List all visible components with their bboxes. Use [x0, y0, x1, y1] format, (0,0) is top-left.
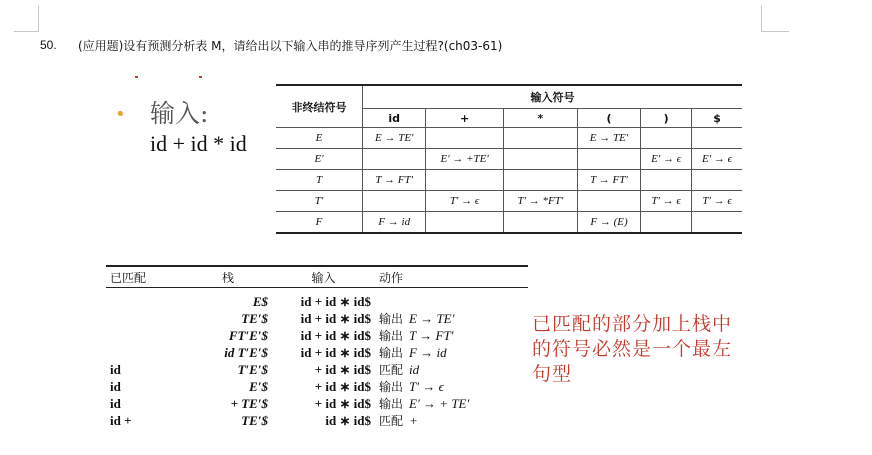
column-header: $ [692, 109, 742, 128]
input-symbols-header: 输入符号 [363, 85, 742, 109]
table-cell [503, 149, 577, 170]
table-cell: E′ → ϵ [692, 149, 742, 170]
table-cell [363, 191, 426, 212]
input-cell: id ∗ id$ [325, 412, 371, 428]
action-label: 输出 [379, 312, 404, 326]
red-dot-mark [199, 76, 202, 78]
matched-cell [106, 344, 184, 361]
action-label: 输出 [379, 329, 404, 343]
input-cell: id + id ∗ id$ [300, 310, 371, 326]
column-header: id [363, 109, 426, 128]
input-label: 输入: [150, 99, 209, 128]
action-cell [375, 378, 528, 395]
table-cell [426, 212, 504, 234]
table-cell: T → FT′ [577, 170, 640, 191]
matched-cell: id [110, 378, 121, 394]
table-cell [503, 128, 577, 149]
stack-cell: TE′$ [241, 412, 268, 428]
column-header: * [503, 109, 577, 128]
action-production: F → id [409, 345, 447, 360]
matched-cell: id [110, 395, 121, 411]
action-cell [375, 310, 528, 327]
input-expression: id + id * id [150, 131, 247, 156]
matched-cell: id + [110, 412, 132, 428]
table-row [106, 378, 528, 395]
annotation-note: 已匹配的部分加上栈中的符号必然是一个最左句型 [532, 313, 733, 385]
input-cell: + id ∗ id$ [314, 378, 371, 394]
table-cell: T′ → ϵ [641, 191, 692, 212]
table-row [276, 128, 742, 149]
action-cell [375, 361, 528, 378]
stack-header: 栈 [184, 266, 272, 288]
table-cell [426, 170, 504, 191]
table-cell [577, 149, 640, 170]
table-cell [692, 170, 742, 191]
action-cell [375, 395, 528, 412]
action-production: + [409, 413, 418, 428]
predictive-parse-table [276, 84, 742, 234]
table-row [106, 412, 528, 429]
table-cell: E′ → ϵ [641, 149, 692, 170]
table-cell: E → TE′ [577, 128, 640, 149]
input-header: 输入 [272, 266, 375, 288]
bullet-icon: • [115, 104, 126, 125]
action-production: id [409, 362, 420, 377]
table-cell [641, 128, 692, 149]
matched-cell [106, 288, 184, 311]
table-row [276, 149, 742, 170]
page-corner-mark-right-horizontal [761, 31, 789, 32]
page-corner-mark-left [38, 6, 39, 32]
nonterminal-cell: F [276, 212, 363, 234]
column-header: ( [577, 109, 640, 128]
nonterminal-cell: T [276, 170, 363, 191]
action-production: T → FT′ [409, 328, 454, 343]
action-cell [375, 288, 528, 311]
nonterminal-cell: E [276, 128, 363, 149]
table-cell: F → (E) [577, 212, 640, 234]
stack-cell: T′E′$ [237, 361, 268, 377]
input-cell: id + id ∗ id$ [300, 294, 371, 309]
table-cell: E → TE′ [363, 128, 426, 149]
question-text: (应用题)设有预测分析表 M，请给出以下输入串的推导序列产生过程?(ch03-61) [78, 39, 503, 53]
action-production: E′ → + TE′ [409, 396, 470, 411]
action-header: 动作 [375, 266, 528, 288]
action-cell [375, 327, 528, 344]
table-row [106, 327, 528, 344]
input-cell: + id ∗ id$ [314, 395, 371, 411]
table-cell [692, 212, 742, 234]
nonterminal-cell: T′ [276, 191, 363, 212]
table-cell: T′ → ϵ [426, 191, 504, 212]
matched-header: 已匹配 [106, 266, 184, 288]
matched-cell [106, 327, 184, 344]
column-header: ) [641, 109, 692, 128]
table-row [106, 361, 528, 378]
matched-cell [106, 310, 184, 327]
table-cell [641, 170, 692, 191]
stack-cell: FT′E′$ [228, 327, 268, 343]
action-production: T′ → ϵ [409, 379, 444, 394]
table-cell [577, 191, 640, 212]
table-cell [503, 212, 577, 234]
table-cell: F → id [363, 212, 426, 234]
nonterminal-header: 非终结符号 [276, 85, 363, 128]
stack-cell: TE′$ [241, 310, 268, 326]
table-cell [503, 170, 577, 191]
column-header: + [426, 109, 504, 128]
input-cell: id + id ∗ id$ [300, 327, 371, 343]
table-row [106, 344, 528, 361]
action-production: E → TE′ [409, 311, 455, 326]
table-row [276, 212, 742, 234]
page-corner-mark-left-horizontal [14, 31, 38, 32]
action-label: 输出 [379, 380, 404, 394]
input-cell: id + id ∗ id$ [300, 344, 371, 360]
page-corner-mark-right [761, 6, 762, 32]
parser-moves-table [106, 265, 528, 429]
table-cell [363, 149, 426, 170]
action-label: 匹配 [379, 363, 404, 377]
stack-cell: E′$ [249, 378, 268, 394]
table-cell: T′ → *FT′ [503, 191, 577, 212]
table-cell [641, 212, 692, 234]
table-row [106, 288, 528, 311]
question-number: 50. [40, 38, 57, 52]
stack-cell: E$ [252, 294, 268, 309]
table-row [276, 191, 742, 212]
action-label: 输出 [379, 397, 404, 411]
nonterminal-cell: E′ [276, 149, 363, 170]
table-cell: T′ → ϵ [692, 191, 742, 212]
table-cell: E′ → +TE′ [426, 149, 504, 170]
table-cell [426, 128, 504, 149]
table-row [106, 395, 528, 412]
table-row [276, 170, 742, 191]
input-cell: + id ∗ id$ [314, 361, 371, 377]
table-cell: T → FT′ [363, 170, 426, 191]
stack-cell: + TE′$ [230, 395, 268, 411]
action-cell [375, 344, 528, 361]
stack-cell: id T′E′$ [224, 344, 268, 360]
table-cell [692, 128, 742, 149]
matched-cell: id [110, 361, 121, 377]
action-label: 匹配 [379, 414, 404, 428]
action-label: 输出 [379, 346, 404, 360]
red-dot-mark [135, 76, 138, 78]
action-cell [375, 412, 528, 429]
table-row [106, 310, 528, 327]
